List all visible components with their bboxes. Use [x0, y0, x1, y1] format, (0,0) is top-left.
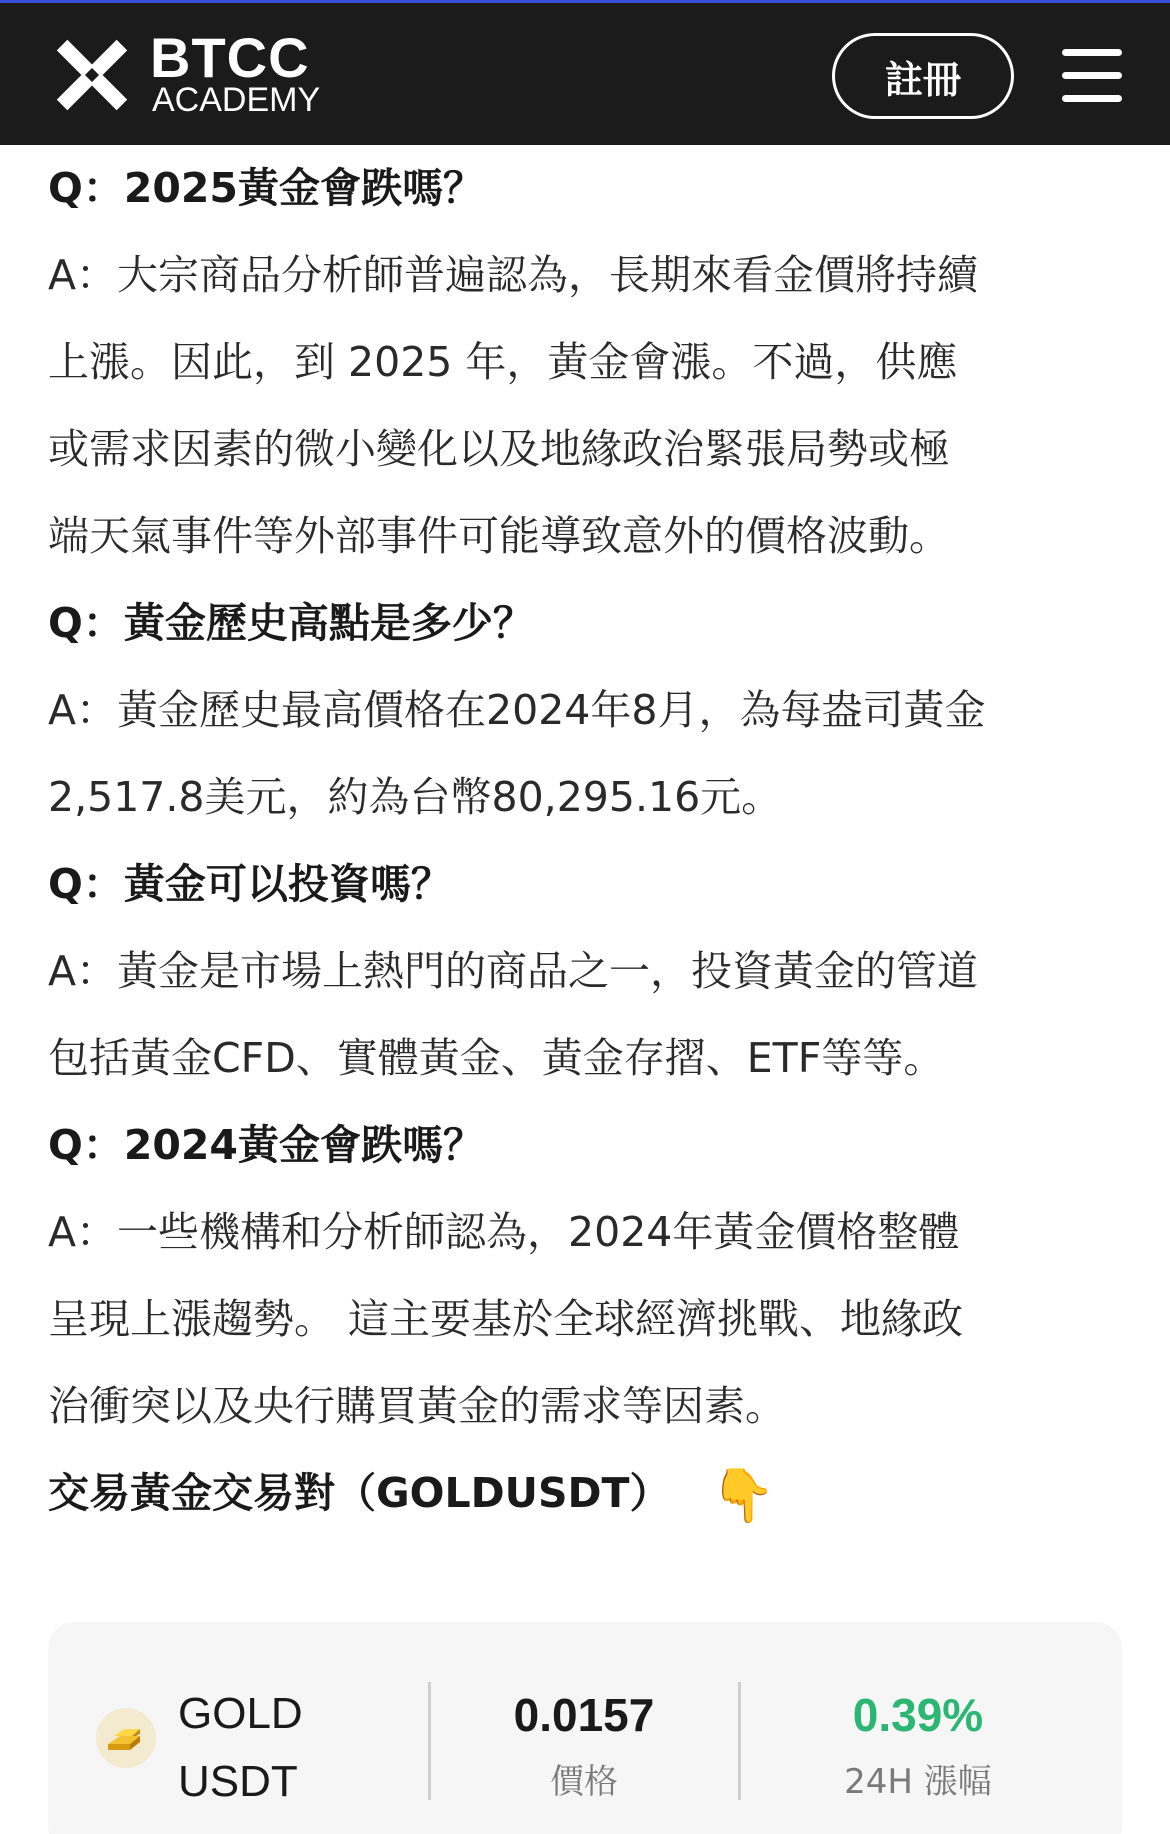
faq-question: Q：2024黃金會跌嗎？	[48, 1121, 484, 1169]
faq-question: Q：黃金可以投資嗎？	[48, 860, 452, 908]
faq-answer-line: 呈現上漲趨勢。 這主要基於全球經濟挑戰、地緣政	[48, 1295, 964, 1343]
faq-answer-line: 端天氣事件等外部事件可能導致意外的價格波動。	[48, 512, 950, 560]
pair-quote: USDT	[178, 1757, 298, 1806]
brand-name[interactable]: BTCC	[150, 26, 310, 89]
price-label: 價格	[550, 1762, 618, 1802]
change-value: 0.39%	[852, 1689, 984, 1741]
faq-answer-line: A：大宗商品分析師普遍認為，長期來看金價將持續	[48, 251, 979, 299]
brand-subtitle[interactable]: ACADEMY	[152, 81, 321, 119]
faq-answer-line: A：黃金歷史最高價格在2024年8月，為每盎司黃金	[48, 686, 986, 734]
faq-answer-line: A：黃金是市場上熱門的商品之一，投資黃金的管道	[48, 947, 979, 995]
site-header	[0, 0, 1170, 145]
pair-name[interactable]	[178, 1680, 303, 1816]
faq-answer-line: 包括黃金CFD、實體黃金、黃金存摺、ETF等等。	[48, 1034, 945, 1082]
register-button[interactable]: 註冊	[832, 33, 1014, 119]
gold-bars-icon	[96, 1708, 156, 1768]
article-body	[48, 145, 1128, 1537]
trade-heading-text: 交易黃金交易對（GOLDUSDT）	[48, 1469, 671, 1517]
change-label: 24H 漲幅	[844, 1762, 992, 1802]
faq-answer-line: A：一些機構和分析師認為，2024年黃金價格整體	[48, 1208, 960, 1256]
divider	[428, 1682, 431, 1800]
ticker-card[interactable]	[48, 1622, 1122, 1834]
price-value: 0.0157	[513, 1689, 655, 1741]
faq-answer-line: 2,517.8美元，約為台幣80,295.16元。	[48, 773, 783, 821]
faq-question: Q：黃金歷史高點是多少？	[48, 599, 534, 647]
pointing-down-icon: 👇	[710, 1465, 776, 1526]
faq-answer-line: 上漲。因此，到 2025 年，黃金會漲。不過，供應	[48, 338, 958, 386]
btcc-logo-icon[interactable]	[48, 31, 136, 119]
faq-answer-line: 或需求因素的微小變化以及地緣政治緊張局勢或極	[48, 425, 950, 473]
faq-answer-line: 治衝突以及央行購買黃金的需求等因素。	[48, 1382, 786, 1430]
pair-base: GOLD	[178, 1689, 303, 1738]
hamburger-menu-icon[interactable]	[1062, 49, 1122, 103]
divider	[738, 1682, 741, 1800]
trade-heading	[48, 1450, 1128, 1537]
faq-question: Q：2025黃金會跌嗎？	[48, 164, 484, 212]
